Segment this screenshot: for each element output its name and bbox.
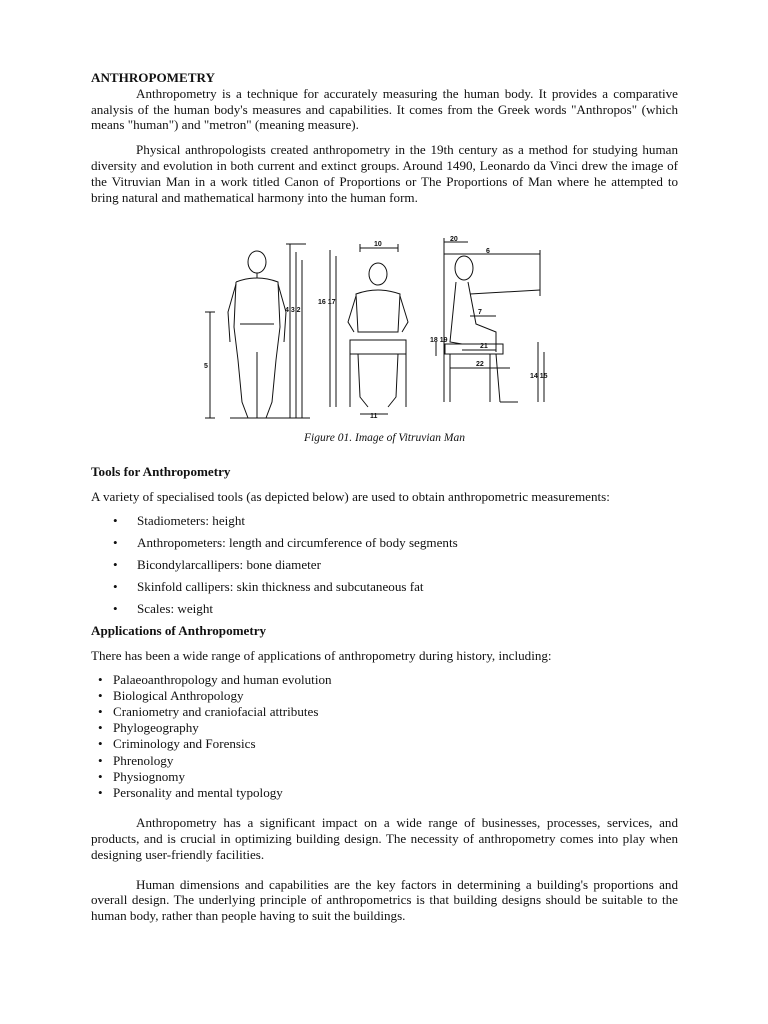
design-paragraph: Human dimensions and capabilities are the key factors in determining a building's proportions and overall design. The underlying principle of anthropometrics is that building designs should be suitable to the human body, rather than people having to suit the buildings. bbox=[91, 876, 678, 924]
document-body-continued bbox=[91, 464, 678, 924]
figure-caption: Figure 01. Image of Vitruvian Man bbox=[304, 432, 465, 444]
list-item: • Craniometry and craniofacial attributes bbox=[91, 704, 678, 720]
dimension-label: 20 bbox=[450, 236, 458, 243]
dimension-label: 14 15 bbox=[530, 373, 548, 380]
list-item: • Phrenology bbox=[91, 753, 678, 769]
list-item: • Physiognomy bbox=[91, 769, 678, 785]
anthropometry-diagram bbox=[200, 232, 564, 422]
intro-paragraph: Anthropometry is a technique for accurately measuring the human body. It provides a comparative analysis of the human body's measures and capabilities. It comes from the Greek words "Anthropos" (which means "human") and "metron" (meaning measure). bbox=[91, 85, 678, 133]
vitruvian-figure bbox=[200, 232, 564, 422]
list-item: • Anthropometers: length and circumference of body segments bbox=[91, 535, 678, 551]
tools-intro: A variety of specialised tools (as depicted below) are used to obtain anthropometric measurements: bbox=[91, 489, 610, 504]
dimension-label: 10 bbox=[374, 241, 382, 248]
document-title: ANTHROPOMETRY bbox=[91, 70, 215, 85]
list-item: • Skinfold callipers: skin thickness and subcutaneous fat bbox=[91, 579, 678, 595]
list-item: • Phylogeography bbox=[91, 720, 678, 736]
list-item: • Bicondylarcallipers: bone diameter bbox=[91, 557, 678, 573]
dimension-label: 16 17 bbox=[318, 299, 336, 306]
dimension-label: 18 19 bbox=[430, 337, 448, 344]
applications-heading: Applications of Anthropometry bbox=[91, 622, 267, 638]
seated-side-figure bbox=[445, 256, 540, 402]
dimension-label: 4 3 2 bbox=[285, 307, 301, 314]
list-item: • Personality and mental typology bbox=[91, 785, 678, 801]
document-body bbox=[91, 70, 678, 205]
list-item: • Scales: weight bbox=[91, 601, 678, 617]
dimension-label: 7 bbox=[478, 309, 482, 316]
applications-intro: There has been a wide range of applications of anthropometry during history, including: bbox=[91, 647, 552, 663]
list-item: • Palaeoanthropology and human evolution bbox=[91, 672, 678, 688]
list-item: • Stadiometers: height bbox=[91, 513, 678, 529]
seated-front-figure bbox=[348, 263, 408, 407]
list-item: • Biological Anthropology bbox=[91, 688, 678, 704]
list-item: • Criminology and Forensics bbox=[91, 736, 678, 752]
dimension-label: 21 bbox=[480, 343, 488, 350]
dimension-label: 22 bbox=[476, 361, 484, 368]
applications-list bbox=[91, 672, 678, 802]
dimension-label: 11 bbox=[370, 413, 378, 420]
history-paragraph: Physical anthropologists created anthropometry in the 19th century as a method for studying human diversity and evolution in both current and extinct groups. Around 1490, Leonardo da Vinci drew the image of the Vitruvian Man in a work titled Canon of Proportions or The Proportions of Man where he attempted to bring natural and mathematical harmony into the human form. bbox=[91, 142, 678, 205]
tools-list bbox=[91, 513, 678, 617]
tools-heading: Tools for Anthropometry bbox=[91, 464, 231, 479]
impact-paragraph: Anthropometry has a significant impact on a wide range of businesses, processes, services, and products, and is crucial in optimizing building design. The necessity of anthropometry comes into play when designing user-friendly facilities. bbox=[91, 815, 678, 862]
dimension-label: 6 bbox=[486, 248, 490, 255]
dimension-label: 5 bbox=[204, 363, 208, 370]
standing-figure bbox=[228, 251, 286, 418]
